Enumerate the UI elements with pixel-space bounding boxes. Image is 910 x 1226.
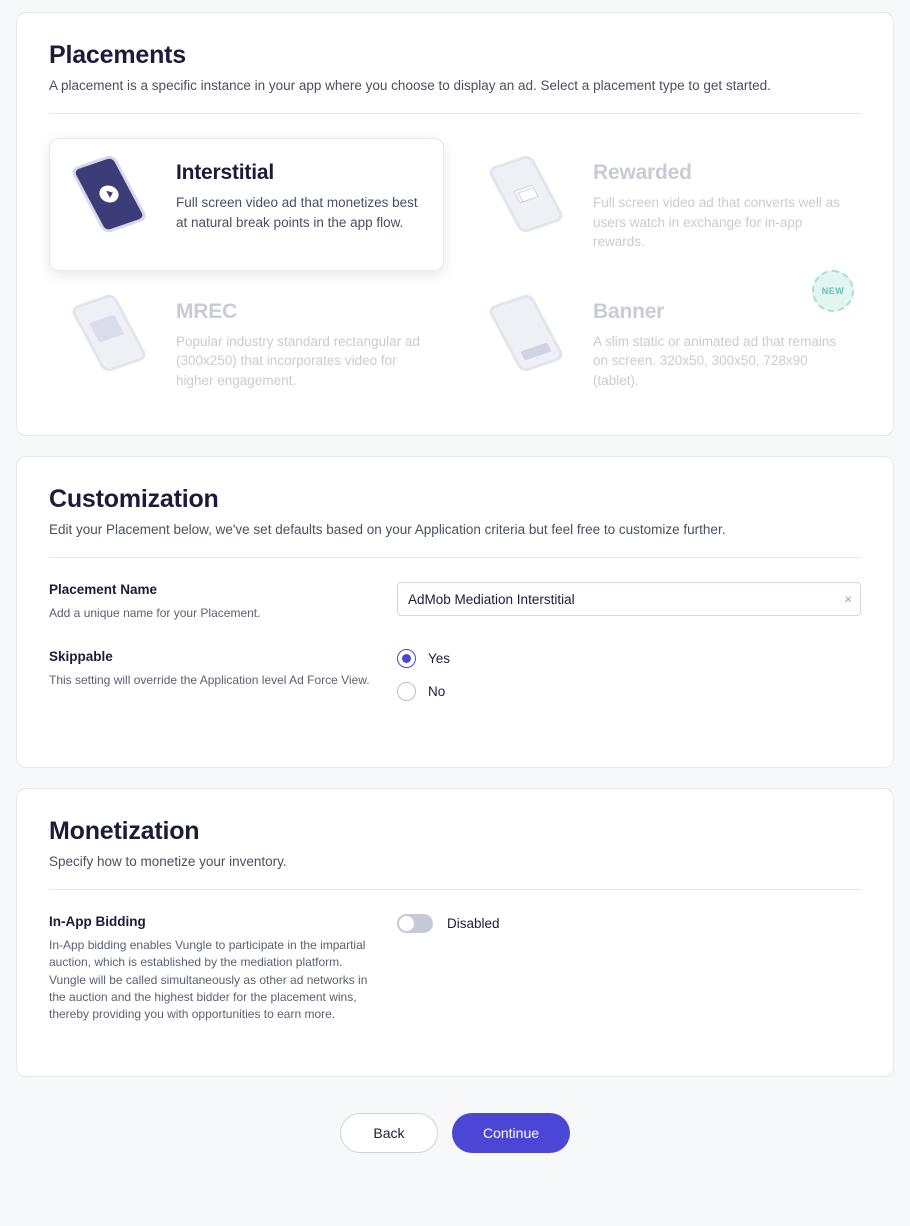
- skippable-label: Skippable: [49, 648, 113, 664]
- placement-option-title: MREC: [176, 299, 238, 323]
- skippable-option-no[interactable]: [397, 682, 861, 701]
- skippable-option-yes[interactable]: [397, 649, 861, 668]
- placement-type-grid: [49, 138, 861, 409]
- back-button[interactable]: Back: [340, 1113, 438, 1153]
- divider: [49, 557, 861, 558]
- placement-option-description: Full screen video ad that converts well as users watch in exchange for in-app rewards.: [593, 195, 840, 250]
- placement-option-description: Full screen video ad that monetizes best at natural break points in the app flow.: [176, 195, 418, 230]
- radio-label: No: [428, 683, 446, 699]
- in-app-bidding-label: In-App Bidding: [49, 913, 146, 929]
- skippable-help: This setting will override the Application level Ad Force View.: [49, 672, 370, 687]
- radio-label: Yes: [428, 650, 451, 666]
- placement-option-interstitial[interactable]: [49, 138, 444, 271]
- monetization-card: [16, 788, 894, 1077]
- placement-option-title: Interstitial: [176, 161, 274, 184]
- monetization-title: Monetization: [49, 816, 200, 845]
- in-app-bidding-row: [49, 914, 861, 1024]
- in-app-bidding-toggle-group[interactable]: [397, 914, 861, 933]
- wizard-footer: [16, 1097, 894, 1181]
- radio-icon[interactable]: [397, 649, 416, 668]
- divider: [49, 113, 861, 114]
- banner-illustration: [483, 294, 579, 372]
- customization-title: Customization: [49, 485, 219, 514]
- placements-title: Placements: [49, 41, 186, 69]
- placements-card: [16, 12, 894, 436]
- monetization-subtitle: Specify how to monetize your inventory.: [49, 853, 287, 869]
- placement-name-label: Placement Name: [49, 582, 158, 598]
- radio-icon[interactable]: [397, 682, 416, 701]
- customization-card: [16, 456, 894, 767]
- placement-option-description: A slim static or animated ad that remains on screen. 320x50, 300x50, 728x90 (tablet).: [593, 333, 837, 388]
- new-badge-icon: NEW: [812, 270, 854, 312]
- toggle-switch[interactable]: [397, 914, 433, 933]
- interstitial-illustration: [66, 155, 162, 233]
- placement-name-row: [49, 582, 861, 622]
- customization-subtitle: Edit your Placement below, we've set defaults based on your Application criteria but feel free to customize further.: [49, 522, 726, 538]
- mrec-illustration: [66, 294, 162, 372]
- placement-option-title: Rewarded: [593, 161, 692, 184]
- skippable-row: [49, 649, 861, 715]
- placement-name-input[interactable]: [397, 582, 861, 616]
- placements-subtitle: A placement is a specific instance in your app where you choose to display an ad. Select a placement type to get started.: [49, 78, 771, 93]
- in-app-bidding-help: In-App bidding enables Vungle to participate in the impartial auction, which is established by the mediation platform. Vungle will be called simultaneously as other ad networks in the auction and the highest bidder for the placement wins, thereby providing you with opportunities to earn more.: [49, 937, 368, 1022]
- placement-option-title: Banner: [593, 299, 665, 323]
- placement-option-banner[interactable]: [466, 277, 861, 410]
- placement-name-help: Add a unique name for your Placement.: [49, 606, 261, 621]
- placement-option-description: Popular industry standard rectangular ad (300x250) that incorporates video for higher engagement.: [176, 333, 420, 388]
- placement-option-rewarded[interactable]: [466, 138, 861, 271]
- toggle-state-label: Disabled: [447, 915, 500, 931]
- divider: [49, 889, 861, 890]
- placement-option-mrec[interactable]: [49, 277, 444, 410]
- clear-icon[interactable]: ×: [844, 591, 852, 607]
- rewarded-illustration: [483, 155, 579, 233]
- continue-button[interactable]: Continue: [452, 1113, 570, 1153]
